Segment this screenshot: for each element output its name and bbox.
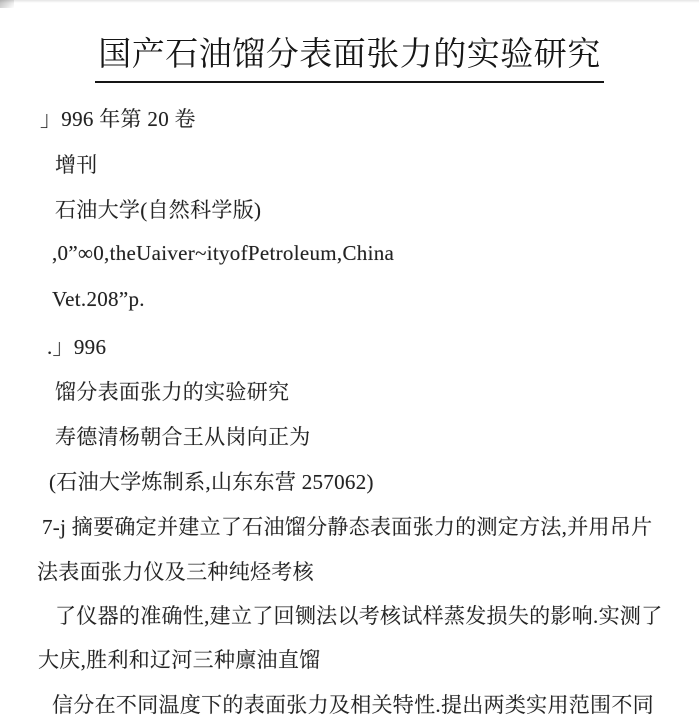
ocr-line-year: .」996	[47, 335, 107, 359]
ocr-line-journal-en: ,0”∞0,theUaiver~ityofPetroleum,China	[52, 241, 395, 265]
ocr-line-abstract-2: 法表面张力仪及三种纯烃考核	[37, 560, 314, 584]
document-title	[0, 28, 699, 83]
ocr-line-abstract-3: 了仪器的准确性,建立了回铡法以考核试样蒸发损失的影响.实测了	[55, 604, 663, 628]
ocr-line-journal: 石油大学(自然科学版)	[55, 198, 262, 222]
ocr-line-authors: 寿德清杨朝合王从岗向正为	[55, 425, 311, 449]
ocr-line-volume: 」996 年第 20 卷	[40, 107, 196, 131]
ocr-line-abstract-5: 信分在不同温度下的表面张力及相关特性.提出两类实用范围不同	[52, 693, 654, 717]
ocr-line-affiliation: (石油大学炼制系,山东东营 257062)	[49, 470, 374, 494]
ocr-line-abstract-1: 7-j 摘要确定并建立了石油馏分静态表面张力的测定方法,并用吊片	[42, 515, 653, 539]
ocr-line-abstract-4: 大庆,胜利和辽河三种廪油直馏	[38, 648, 321, 672]
scan-artifact	[0, 0, 699, 3]
ocr-line-subtitle: 馏分表面张力的实验研究	[55, 380, 290, 404]
ocr-line-supplement: 增刊	[55, 153, 98, 177]
document-title-text: 国产石油馏分表面张力的实验研究	[95, 28, 604, 83]
scan-artifact	[0, 0, 14, 8]
ocr-line-vol-page: Vet.208”p.	[52, 287, 145, 311]
